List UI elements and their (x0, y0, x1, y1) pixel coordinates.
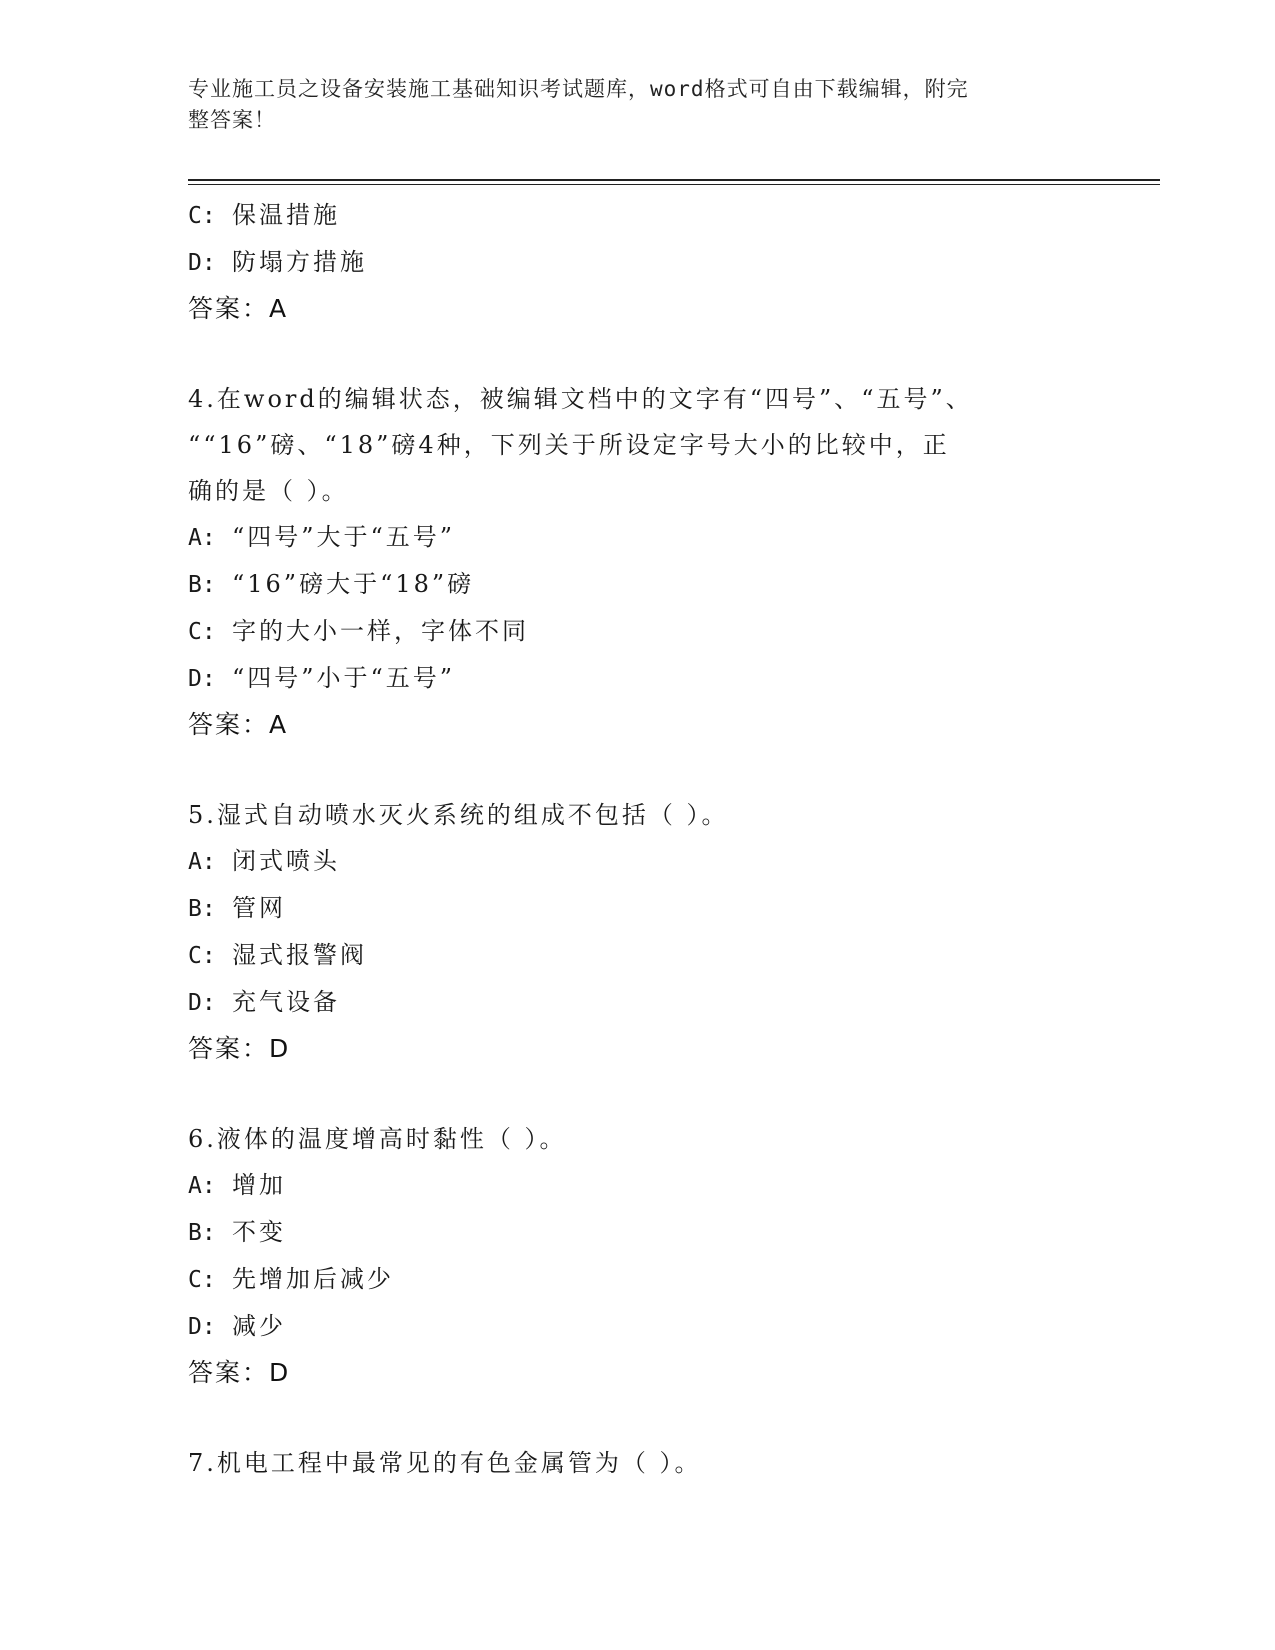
answer-line: 答案：D (188, 1034, 291, 1063)
option-c (188, 192, 1068, 239)
option-text: 先增加后减少 (232, 1265, 394, 1293)
option-letter: C: (188, 943, 216, 969)
question-stem: 7.机电工程中最常见的有色金属管为（ ）。 (188, 1449, 702, 1477)
option-text: “16”磅大于“18”磅 (232, 570, 475, 598)
option-text: 充气设备 (232, 988, 340, 1016)
question-3 (188, 192, 1068, 332)
option-b (188, 885, 1068, 932)
option-text: 减少 (232, 1312, 286, 1340)
option-letter: D: (188, 666, 216, 692)
answer-line: 答案：A (188, 710, 289, 739)
option-letter: A: (188, 849, 216, 875)
question-stem: 5.湿式自动喷水灭火系统的组成不包括（ ）。 (188, 801, 729, 829)
option-letter: D: (188, 250, 216, 276)
option-text: 保温措施 (232, 201, 340, 229)
option-b (188, 1209, 1068, 1256)
option-text: 防塌方措施 (232, 248, 367, 276)
option-d (188, 239, 1068, 286)
question-stem-line-1: 4.在word的编辑状态，被编辑文档中的文字有“四号”、“五号”、 (188, 385, 973, 413)
option-letter: C: (188, 619, 216, 645)
question-4 (188, 376, 1068, 748)
option-d (188, 655, 1068, 702)
option-letter: D: (188, 1314, 216, 1340)
option-letter: A: (188, 1173, 216, 1199)
question-list (188, 192, 1068, 1486)
option-text: 不变 (232, 1218, 286, 1246)
option-text: 字的大小一样，字体不同 (232, 617, 529, 645)
question-5 (188, 792, 1068, 1072)
document-header (188, 74, 1068, 136)
option-letter: C: (188, 1267, 216, 1293)
header-line-1: 专业施工员之设备安装施工基础知识考试题库，word格式可自由下载编辑，附完 (188, 77, 969, 101)
answer-line: 答案：D (188, 1358, 291, 1387)
option-letter: B: (188, 896, 216, 922)
option-letter: A: (188, 525, 216, 551)
option-c (188, 932, 1068, 979)
question-stem-line-2: ““16”磅、“18”磅4种，下列关于所设定字号大小的比较中，正 (188, 431, 950, 459)
header-divider-thin (188, 184, 1160, 185)
option-text: “四号”小于“五号” (232, 664, 456, 692)
option-letter: D: (188, 990, 216, 1016)
question-stem-line-3: 确的是（ ）。 (188, 477, 349, 505)
option-d (188, 979, 1068, 1026)
question-stem: 6.液体的温度增高时黏性（ ）。 (188, 1125, 567, 1153)
option-letter: B: (188, 572, 216, 598)
option-a (188, 838, 1068, 885)
option-b (188, 561, 1068, 608)
option-d (188, 1303, 1068, 1350)
header-divider-thick (188, 179, 1160, 181)
option-text: 管网 (232, 894, 286, 922)
option-text: 增加 (232, 1171, 286, 1199)
question-7 (188, 1440, 1068, 1486)
option-a (188, 514, 1068, 561)
option-letter: C: (188, 203, 216, 229)
option-c (188, 608, 1068, 655)
header-line-2: 整答案！ (188, 108, 276, 132)
answer-line: 答案：A (188, 294, 289, 323)
option-text: 闭式喷头 (232, 847, 340, 875)
option-text: “四号”大于“五号” (232, 523, 456, 551)
option-c (188, 1256, 1068, 1303)
option-a (188, 1162, 1068, 1209)
question-6 (188, 1116, 1068, 1396)
option-text: 湿式报警阀 (232, 941, 367, 969)
option-letter: B: (188, 1220, 216, 1246)
